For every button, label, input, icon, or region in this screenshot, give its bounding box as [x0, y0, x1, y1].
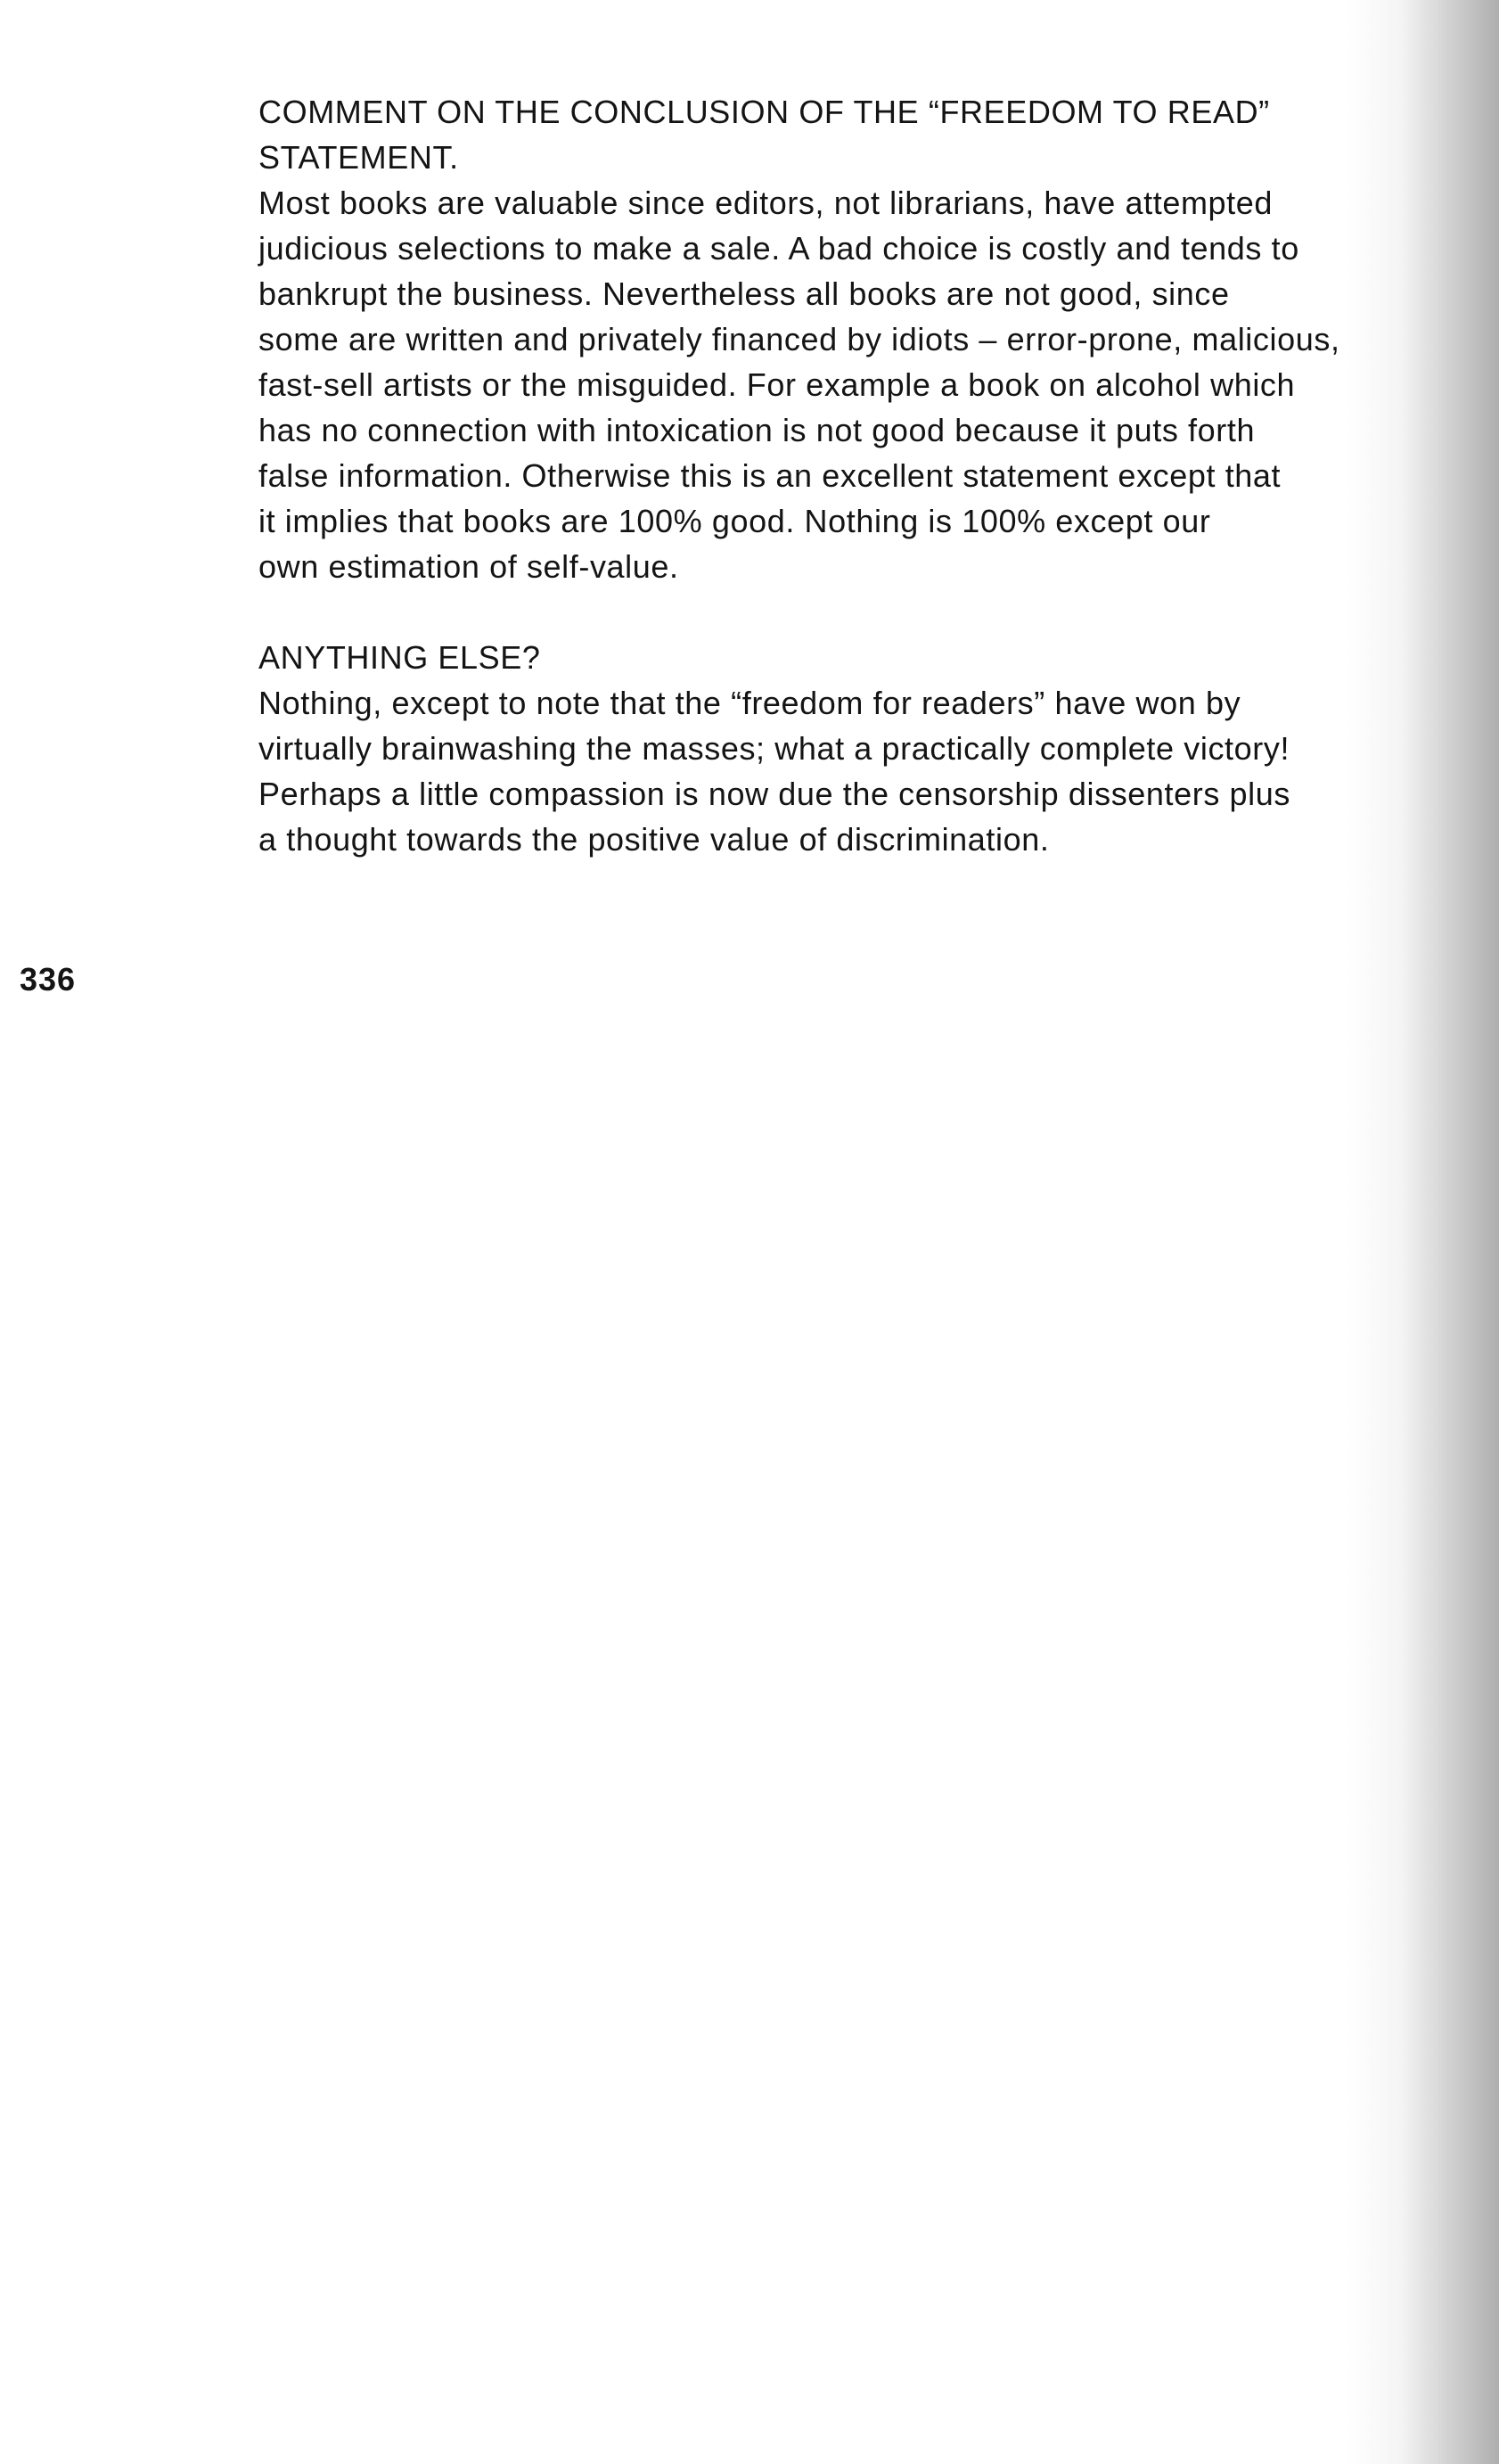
body-line: virtually brainwashing the masses; what a practically complete victory!	[258, 730, 1290, 767]
section-body	[258, 180, 1417, 589]
main-text	[258, 89, 1417, 862]
body-line: some are written and privately financed by idiots – error-prone, malicious,	[258, 321, 1340, 357]
body-line: it implies that books are 100% good. Nothing is 100% except our	[258, 503, 1211, 539]
section-anything-else	[258, 635, 1417, 862]
body-line: fast-sell artists or the misguided. For example a book on alcohol which	[258, 366, 1296, 403]
body-line: has no connection with intoxication is not good because it puts forth	[258, 412, 1256, 448]
body-line: a thought towards the positive value of discrimination.	[258, 821, 1050, 858]
heading-line: ANYTHING ELSE?	[258, 639, 541, 676]
body-line: bankrupt the business. Nevertheless all books are not good, since	[258, 275, 1230, 312]
body-line: judicious selections to make a sale. A bad choice is costly and tends to	[258, 230, 1299, 267]
body-line: false information. Otherwise this is an excellent statement except that	[258, 457, 1282, 494]
section-freedom-to-read-comment	[258, 89, 1417, 589]
section-heading	[258, 635, 1417, 680]
body-line: own estimation of self-value.	[258, 548, 679, 585]
body-line: Nothing, except to note that the “freedom for readers” have won by	[258, 685, 1241, 721]
facing-page-shadow	[1347, 0, 1499, 2464]
section-body	[258, 680, 1417, 862]
body-line: Most books are valuable since editors, not librarians, have attempted	[258, 185, 1273, 221]
heading-line: STATEMENT.	[258, 139, 459, 176]
page-number: 336	[20, 961, 77, 998]
section-heading	[258, 89, 1417, 180]
heading-line: COMMENT ON THE CONCLUSION OF THE “FREEDOM TO READ”	[258, 94, 1270, 130]
body-line: Perhaps a little compassion is now due the censorship dissenters plus	[258, 776, 1290, 812]
